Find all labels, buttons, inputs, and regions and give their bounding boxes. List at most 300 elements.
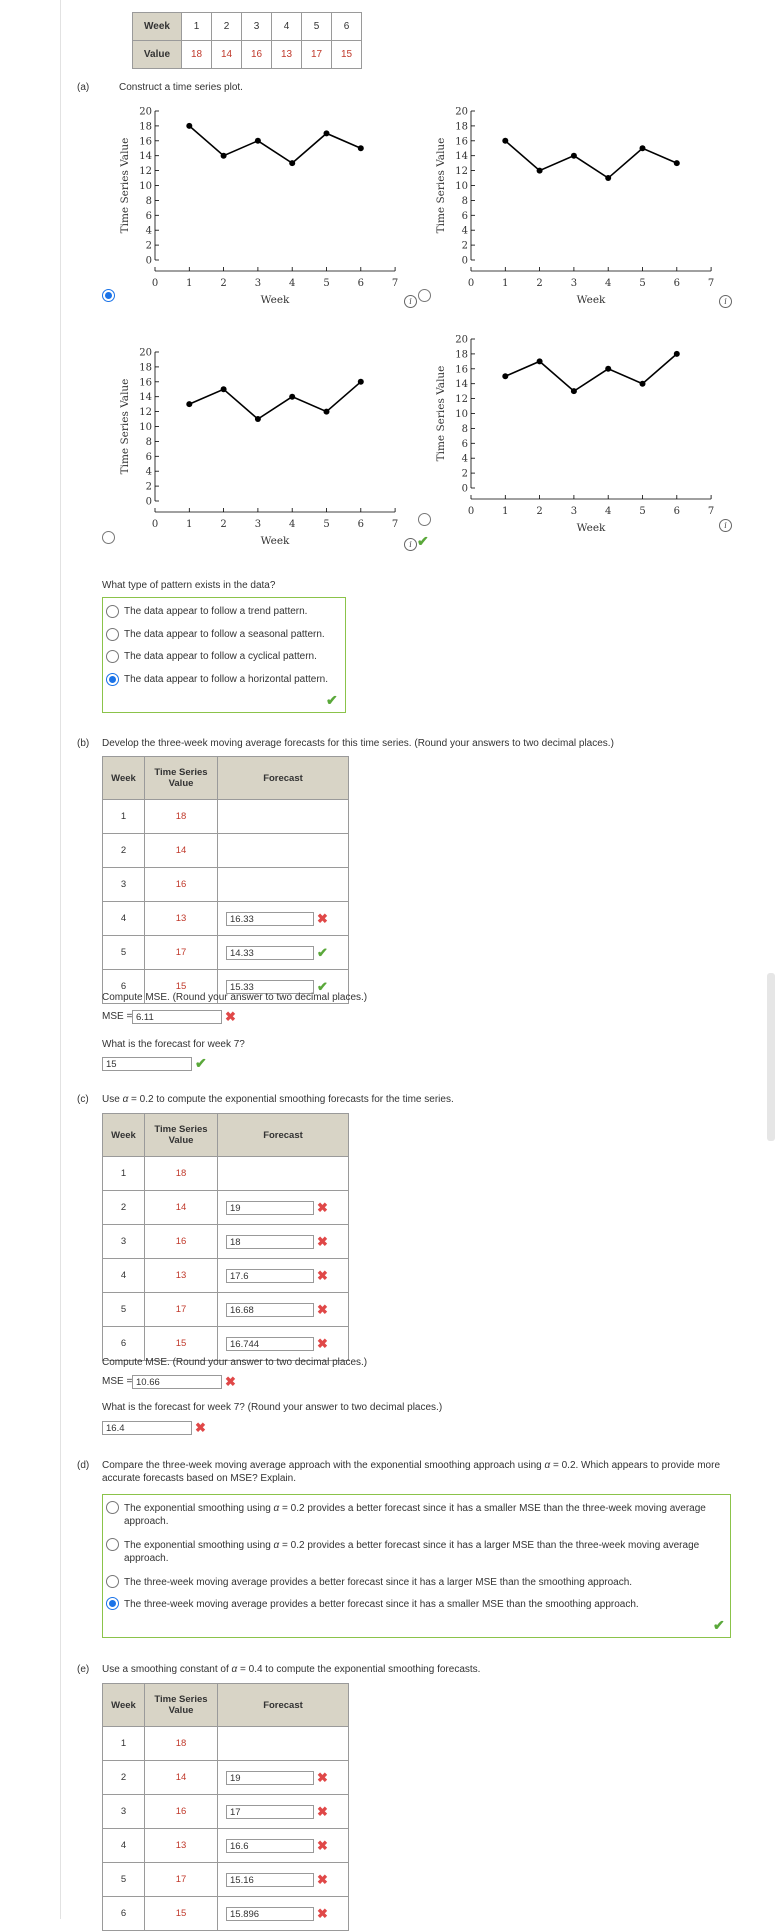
part-b-mse-input[interactable]: 6.11 [132, 1010, 222, 1024]
check-icon: ✔ [713, 1617, 725, 1633]
part-c-week7-prompt: What is the forecast for week 7? (Round your answer to two decimal places.) [102, 1402, 443, 1413]
scrollbar[interactable] [767, 973, 775, 1141]
plot-option-2-radio[interactable] [418, 289, 431, 302]
week-row [133, 13, 362, 41]
alpha-symbol: α [273, 1540, 280, 1551]
x-icon: ✖ [317, 1803, 328, 1819]
part-d-option-radio[interactable] [106, 1501, 119, 1514]
exp-smoothing-table-02 [102, 1113, 349, 1361]
check-icon: ✔ [317, 978, 328, 994]
data-point [324, 130, 330, 136]
y-tick-label: 10 [139, 422, 152, 433]
forecast-cell [218, 1327, 349, 1361]
y-tick-label: 16 [455, 136, 468, 148]
table-row [103, 1157, 349, 1191]
week-cell: 4 [103, 1259, 145, 1293]
value-cell: 18 [145, 1727, 218, 1761]
y-tick-label: 20 [139, 347, 152, 359]
forecast-cell [218, 1829, 349, 1863]
y-tick-label: 18 [455, 121, 468, 133]
value-row [133, 41, 362, 69]
forecast-cell [218, 1897, 349, 1931]
value-cell: 16 [242, 41, 272, 69]
table-row [103, 800, 349, 834]
data-point [221, 153, 227, 159]
part-b-week7-input[interactable]: 15 [102, 1057, 192, 1071]
pattern-option-radio[interactable] [106, 650, 119, 663]
value-cell: 17 [145, 1293, 218, 1327]
forecast-cell [218, 800, 349, 834]
data-point [186, 123, 192, 129]
data-point [605, 175, 611, 181]
x-icon: ✖ [317, 1233, 328, 1249]
value-header: Value [133, 41, 182, 69]
value-cell: 13 [145, 1829, 218, 1863]
option-text: = 0.2 provides a better forecast since it has a smaller MSE than the three-week moving average [279, 1503, 706, 1514]
part-d-instr-post: = 0.2. Which appears to provide more [550, 1460, 721, 1471]
value-cell: 17 [145, 1863, 218, 1897]
forecast-cell [218, 1293, 349, 1327]
week-header: Week [133, 13, 182, 41]
part-c-mse-label: MSE = [102, 1376, 133, 1387]
week-cell: 2 [103, 834, 145, 868]
forecast-input[interactable]: 16.744 [226, 1337, 314, 1351]
value-cell: 16 [145, 1795, 218, 1829]
x-tick-label: 5 [323, 278, 330, 289]
info-icon[interactable]: i [404, 295, 417, 308]
pattern-option-label: The data appear to follow a trend pattern. [124, 606, 308, 617]
option-text: The exponential smoothing using [124, 1540, 274, 1551]
part-e-letter: (e) [77, 1664, 90, 1675]
week-cell: 5 [103, 1293, 145, 1327]
x-tick-label: 1 [502, 278, 509, 289]
value-cell: 14 [145, 834, 218, 868]
part-b-week7-prompt: What is the forecast for week 7? [102, 1039, 245, 1050]
y-tick-label: 4 [461, 453, 468, 465]
table-row [103, 1761, 349, 1795]
table-row [103, 936, 349, 970]
forecast-header: Forecast [218, 757, 349, 800]
time-series-plot-1 [110, 100, 410, 310]
week-cell: 3 [103, 1225, 145, 1259]
exp-smoothing-table-04 [102, 1683, 349, 1931]
x-tick-label: 0 [151, 278, 159, 289]
y-tick-label: 6 [461, 438, 468, 450]
part-b-letter: (b) [77, 738, 90, 749]
table-row [103, 868, 349, 902]
data-point [255, 416, 261, 422]
y-tick-label: 12 [139, 166, 152, 178]
time-series-plot-3 [110, 341, 410, 551]
table-row [103, 1293, 349, 1327]
y-tick-label: 8 [461, 195, 468, 207]
x-icon: ✖ [195, 1420, 206, 1435]
x-tick-label: 1 [186, 519, 193, 530]
option-text: = 0.2 provides a better forecast since it has a larger MSE than the three-week moving average [279, 1540, 700, 1551]
x-axis-label: Week [576, 522, 606, 534]
part-d-option-label [124, 1502, 724, 1528]
pattern-option-label: The data appear to follow a horizontal pattern. [124, 673, 329, 685]
value-cell: 16 [145, 1225, 218, 1259]
part-d-option-label [124, 1598, 724, 1611]
value-cell: 18 [145, 800, 218, 834]
left-border [60, 0, 61, 1919]
moving-average-table [102, 756, 349, 1004]
data-point [358, 145, 364, 151]
week-cell: 3 [103, 868, 145, 902]
part-d-option-label [124, 1539, 724, 1565]
y-tick-label: 2 [461, 240, 468, 252]
x-tick-label: 5 [639, 506, 646, 517]
forecast-input[interactable]: 18 [226, 1235, 314, 1249]
part-c-mse-input[interactable]: 10.66 [132, 1375, 222, 1389]
data-point [571, 388, 577, 394]
forecast-cell [218, 1761, 349, 1795]
forecast-input[interactable]: 16.6 [226, 1839, 314, 1853]
x-tick-label: 7 [391, 519, 399, 530]
series-line [505, 354, 677, 391]
x-tick-label: 1 [502, 506, 509, 517]
x-icon: ✖ [317, 1905, 328, 1921]
pattern-option-radio[interactable] [106, 673, 119, 686]
part-d-instr-pre: Compare the three-week moving average approach with the exponential smoothing approach using [102, 1460, 545, 1471]
x-icon: ✖ [317, 910, 328, 926]
x-icon: ✖ [317, 1267, 328, 1283]
plot-option-4-radio[interactable] [418, 513, 431, 526]
x-tick-label: 4 [605, 506, 612, 517]
pattern-option-label: The data appear to follow a seasonal pattern. [124, 628, 325, 640]
y-tick-label: 0 [145, 255, 152, 267]
table-header-row [103, 757, 349, 800]
y-tick-label: 14 [139, 392, 152, 404]
y-tick-label: 2 [145, 481, 152, 493]
info-icon[interactable]: i [719, 519, 732, 532]
x-tick-label: 5 [639, 278, 646, 289]
x-tick-label: 3 [570, 506, 578, 517]
table-row [103, 1259, 349, 1293]
data-point [324, 409, 330, 415]
data-point [358, 379, 364, 385]
tsv-header: Time Series Value [145, 1114, 218, 1157]
alpha-symbol: α [231, 1664, 238, 1675]
data-point [674, 160, 680, 166]
table-header-row [103, 1114, 349, 1157]
week-header: Week [103, 757, 145, 800]
y-tick-label: 10 [455, 409, 468, 420]
part-e-instruction [102, 1664, 480, 1675]
table-row [103, 1191, 349, 1225]
x-axis-label: Week [576, 294, 606, 306]
data-point [255, 138, 261, 144]
x-tick-label: 6 [357, 278, 364, 289]
week-cell: 2 [103, 1191, 145, 1225]
x-tick-label: 5 [323, 519, 330, 530]
y-tick-label: 4 [145, 466, 152, 478]
y-tick-label: 0 [145, 496, 152, 508]
forecast-cell [218, 1795, 349, 1829]
y-tick-label: 18 [139, 121, 152, 133]
x-tick-label: 6 [357, 519, 364, 530]
week-cell: 6 [103, 1327, 145, 1361]
part-a-letter: (a) [77, 82, 90, 93]
value-cell: 14 [212, 41, 242, 69]
x-axis-label: Week [260, 535, 290, 547]
part-c-letter: (c) [77, 1094, 89, 1105]
x-tick-label: 2 [536, 278, 543, 289]
x-tick-label: 4 [605, 278, 612, 289]
value-cell: 15 [145, 1897, 218, 1931]
part-c-instruction-post: = 0.2 to compute the exponential smoothing forecasts for the time series. [128, 1094, 454, 1105]
y-tick-label: 16 [139, 136, 152, 148]
x-tick-label: 0 [467, 278, 475, 289]
axes [139, 107, 398, 290]
week-cell: 2 [103, 1761, 145, 1795]
week-cell: 3 [103, 1795, 145, 1829]
alpha-symbol: α [122, 1094, 129, 1105]
data-point [537, 168, 543, 174]
value-cell: 14 [145, 1191, 218, 1225]
info-icon[interactable]: i [719, 295, 732, 308]
forecast-input[interactable]: 16.68 [226, 1303, 314, 1317]
y-tick-label: 20 [455, 106, 468, 118]
x-tick-label: 0 [151, 519, 159, 530]
part-b-mse-prompt: Compute MSE. (Round your answer to two decimal places.) [102, 992, 368, 1003]
y-tick-label: 4 [461, 225, 468, 237]
forecast-cell [218, 1727, 349, 1761]
y-tick-label: 14 [139, 151, 152, 163]
y-tick-label: 8 [145, 195, 152, 207]
x-tick-label: 0 [467, 506, 475, 517]
axes [139, 348, 398, 531]
time-series-plot-2 [426, 100, 726, 310]
y-tick-label: 12 [455, 166, 468, 178]
week-cell: 6 [103, 1897, 145, 1931]
forecast-cell [218, 868, 349, 902]
data-point [289, 160, 295, 166]
pattern-option-radio[interactable] [106, 628, 119, 641]
data-point [221, 386, 227, 392]
forecast-cell [218, 1157, 349, 1191]
x-tick-label: 3 [254, 278, 262, 289]
table-row [103, 1897, 349, 1931]
y-tick-label: 20 [139, 106, 152, 118]
part-b-instruction: Develop the three-week moving average forecasts for this time series. (Round your answers to two decimal places.) [102, 738, 614, 749]
forecast-cell [218, 1259, 349, 1293]
part-d-option-radio[interactable] [106, 1538, 119, 1551]
forecast-input[interactable]: 19 [226, 1201, 314, 1215]
pattern-option-radio[interactable] [106, 605, 119, 618]
series-line [505, 141, 677, 178]
week-cell: 3 [242, 13, 272, 41]
value-cell: 15 [145, 970, 218, 1004]
x-icon: ✖ [225, 1009, 236, 1024]
check-icon: ✔ [326, 692, 338, 708]
x-tick-label: 2 [220, 278, 227, 289]
x-icon: ✖ [225, 1374, 236, 1389]
table-row [103, 1863, 349, 1897]
option-text: The exponential smoothing using [124, 1503, 274, 1514]
week-cell: 5 [103, 936, 145, 970]
forecast-cell [218, 902, 349, 936]
data-point [640, 381, 646, 387]
info-icon[interactable]: i [404, 538, 417, 551]
x-tick-label: 2 [536, 506, 543, 517]
part-c-instruction [102, 1094, 454, 1105]
x-icon: ✖ [317, 1301, 328, 1317]
x-tick-label: 4 [289, 278, 296, 289]
forecast-input[interactable]: 15.33 [226, 980, 314, 994]
part-c-week7-input[interactable]: 16.4 [102, 1421, 192, 1435]
data-point [186, 401, 192, 407]
part-d-letter: (d) [77, 1460, 90, 1471]
y-tick-label: 16 [455, 364, 468, 376]
forecast-input[interactable]: 15.16 [226, 1873, 314, 1887]
plot-option-3-radio[interactable] [102, 531, 115, 544]
data-point [537, 358, 543, 364]
check-icon: ✔ [195, 1055, 207, 1071]
x-icon: ✖ [317, 1769, 328, 1785]
forecast-input[interactable]: 19 [226, 1771, 314, 1785]
part-b-mse-label: MSE = [102, 1011, 133, 1022]
tsv-header: Time Series Value [145, 1684, 218, 1727]
x-tick-label: 2 [220, 519, 227, 530]
forecast-cell [218, 936, 349, 970]
part-c-instruction-pre: Use [102, 1094, 123, 1105]
table-row [103, 1829, 349, 1863]
tsv-header: Time Series Value [145, 757, 218, 800]
x-tick-label: 3 [254, 519, 262, 530]
check-icon: ✔ [317, 944, 328, 960]
forecast-header: Forecast [218, 1684, 349, 1727]
forecast-input[interactable]: 17 [226, 1805, 314, 1819]
option-text: approach. [124, 1553, 169, 1564]
part-d-option-radio[interactable] [106, 1575, 119, 1588]
week-cell: 4 [103, 1829, 145, 1863]
y-tick-label: 18 [455, 349, 468, 361]
option-text: The three-week moving average provides a better forecast since it has a smaller MSE than the smoothing approach. [124, 1599, 639, 1610]
x-icon: ✖ [317, 1837, 328, 1853]
y-tick-label: 8 [461, 423, 468, 435]
data-point [502, 373, 508, 379]
y-axis-label: Time Series Value [435, 137, 447, 234]
y-tick-label: 0 [461, 255, 468, 267]
part-d-option-label [124, 1576, 724, 1589]
y-tick-label: 10 [455, 181, 468, 192]
value-cell: 15 [145, 1327, 218, 1361]
forecast-input[interactable]: 16.33 [226, 912, 314, 926]
week-header: Week [103, 1114, 145, 1157]
data-point [571, 153, 577, 159]
y-tick-label: 20 [455, 334, 468, 346]
week-cell: 6 [332, 13, 362, 41]
y-tick-label: 6 [461, 210, 468, 222]
forecast-cell [218, 1225, 349, 1259]
week-cell: 4 [272, 13, 302, 41]
forecast-cell [218, 1863, 349, 1897]
week-cell: 2 [212, 13, 242, 41]
y-axis-label: Time Series Value [119, 378, 131, 475]
week-cell: 1 [182, 13, 212, 41]
value-cell: 16 [145, 868, 218, 902]
y-tick-label: 14 [455, 151, 468, 163]
x-tick-label: 4 [289, 519, 296, 530]
table-row [103, 1727, 349, 1761]
y-tick-label: 6 [145, 451, 152, 463]
y-tick-label: 2 [145, 240, 152, 252]
option-text: approach. [124, 1516, 169, 1527]
axes [455, 335, 714, 518]
x-tick-label: 7 [391, 278, 399, 289]
week-cell: 1 [103, 800, 145, 834]
forecast-cell [218, 834, 349, 868]
check-icon: ✔ [417, 533, 429, 549]
y-tick-label: 12 [139, 407, 152, 419]
option-text: The three-week moving average provides a better forecast since it has a larger MSE than the smoothing approach. [124, 1577, 633, 1588]
week-cell: 5 [103, 1863, 145, 1897]
x-icon: ✖ [317, 1871, 328, 1887]
alpha-symbol: α [544, 1460, 551, 1471]
y-tick-label: 12 [455, 394, 468, 406]
value-cell: 13 [272, 41, 302, 69]
forecast-input[interactable]: 14.33 [226, 946, 314, 960]
y-tick-label: 0 [461, 483, 468, 495]
y-tick-label: 8 [145, 436, 152, 448]
time-series-plot-4 [426, 328, 726, 538]
part-e-instruction-pre: Use a smoothing constant of [102, 1664, 232, 1675]
data-point [674, 351, 680, 357]
value-cell: 13 [145, 902, 218, 936]
alpha-symbol: α [273, 1503, 280, 1514]
y-tick-label: 2 [461, 468, 468, 480]
y-tick-label: 14 [455, 379, 468, 391]
value-cell: 17 [302, 41, 332, 69]
data-point [640, 145, 646, 151]
x-tick-label: 1 [186, 278, 193, 289]
x-tick-label: 6 [673, 506, 680, 517]
week-cell: 1 [103, 1157, 145, 1191]
y-tick-label: 6 [145, 210, 152, 222]
pattern-question: What type of pattern exists in the data? [102, 580, 276, 591]
part-c-mse-prompt: Compute MSE. (Round your answer to two decimal places.) [102, 1357, 368, 1368]
x-tick-label: 6 [673, 278, 680, 289]
week-cell: 1 [103, 1727, 145, 1761]
forecast-input[interactable]: 15.896 [226, 1907, 314, 1921]
week-header: Week [103, 1684, 145, 1727]
data-point [605, 366, 611, 372]
data-point [502, 138, 508, 144]
forecast-cell [218, 1191, 349, 1225]
value-cell: 17 [145, 936, 218, 970]
x-tick-label: 3 [570, 278, 578, 289]
x-icon: ✖ [317, 1335, 328, 1351]
week-cell: 6 [103, 970, 145, 1004]
part-e-instruction-post: = 0.4 to compute the exponential smoothing forecasts. [237, 1664, 481, 1675]
y-tick-label: 10 [139, 181, 152, 192]
value-cell: 13 [145, 1259, 218, 1293]
forecast-input[interactable]: 17.6 [226, 1269, 314, 1283]
data-table [132, 12, 362, 69]
y-axis-label: Time Series Value [435, 365, 447, 462]
y-axis-label: Time Series Value [119, 137, 131, 234]
value-cell: 18 [145, 1157, 218, 1191]
value-cell: 15 [332, 41, 362, 69]
part-a-instruction: Construct a time series plot. [119, 82, 243, 93]
data-point [289, 394, 295, 400]
plot-option-1-radio[interactable] [102, 289, 115, 302]
part-d-option-radio[interactable] [106, 1597, 119, 1610]
series-line [189, 382, 360, 419]
pattern-option-label: The data appear to follow a cyclical pattern. [124, 651, 317, 662]
